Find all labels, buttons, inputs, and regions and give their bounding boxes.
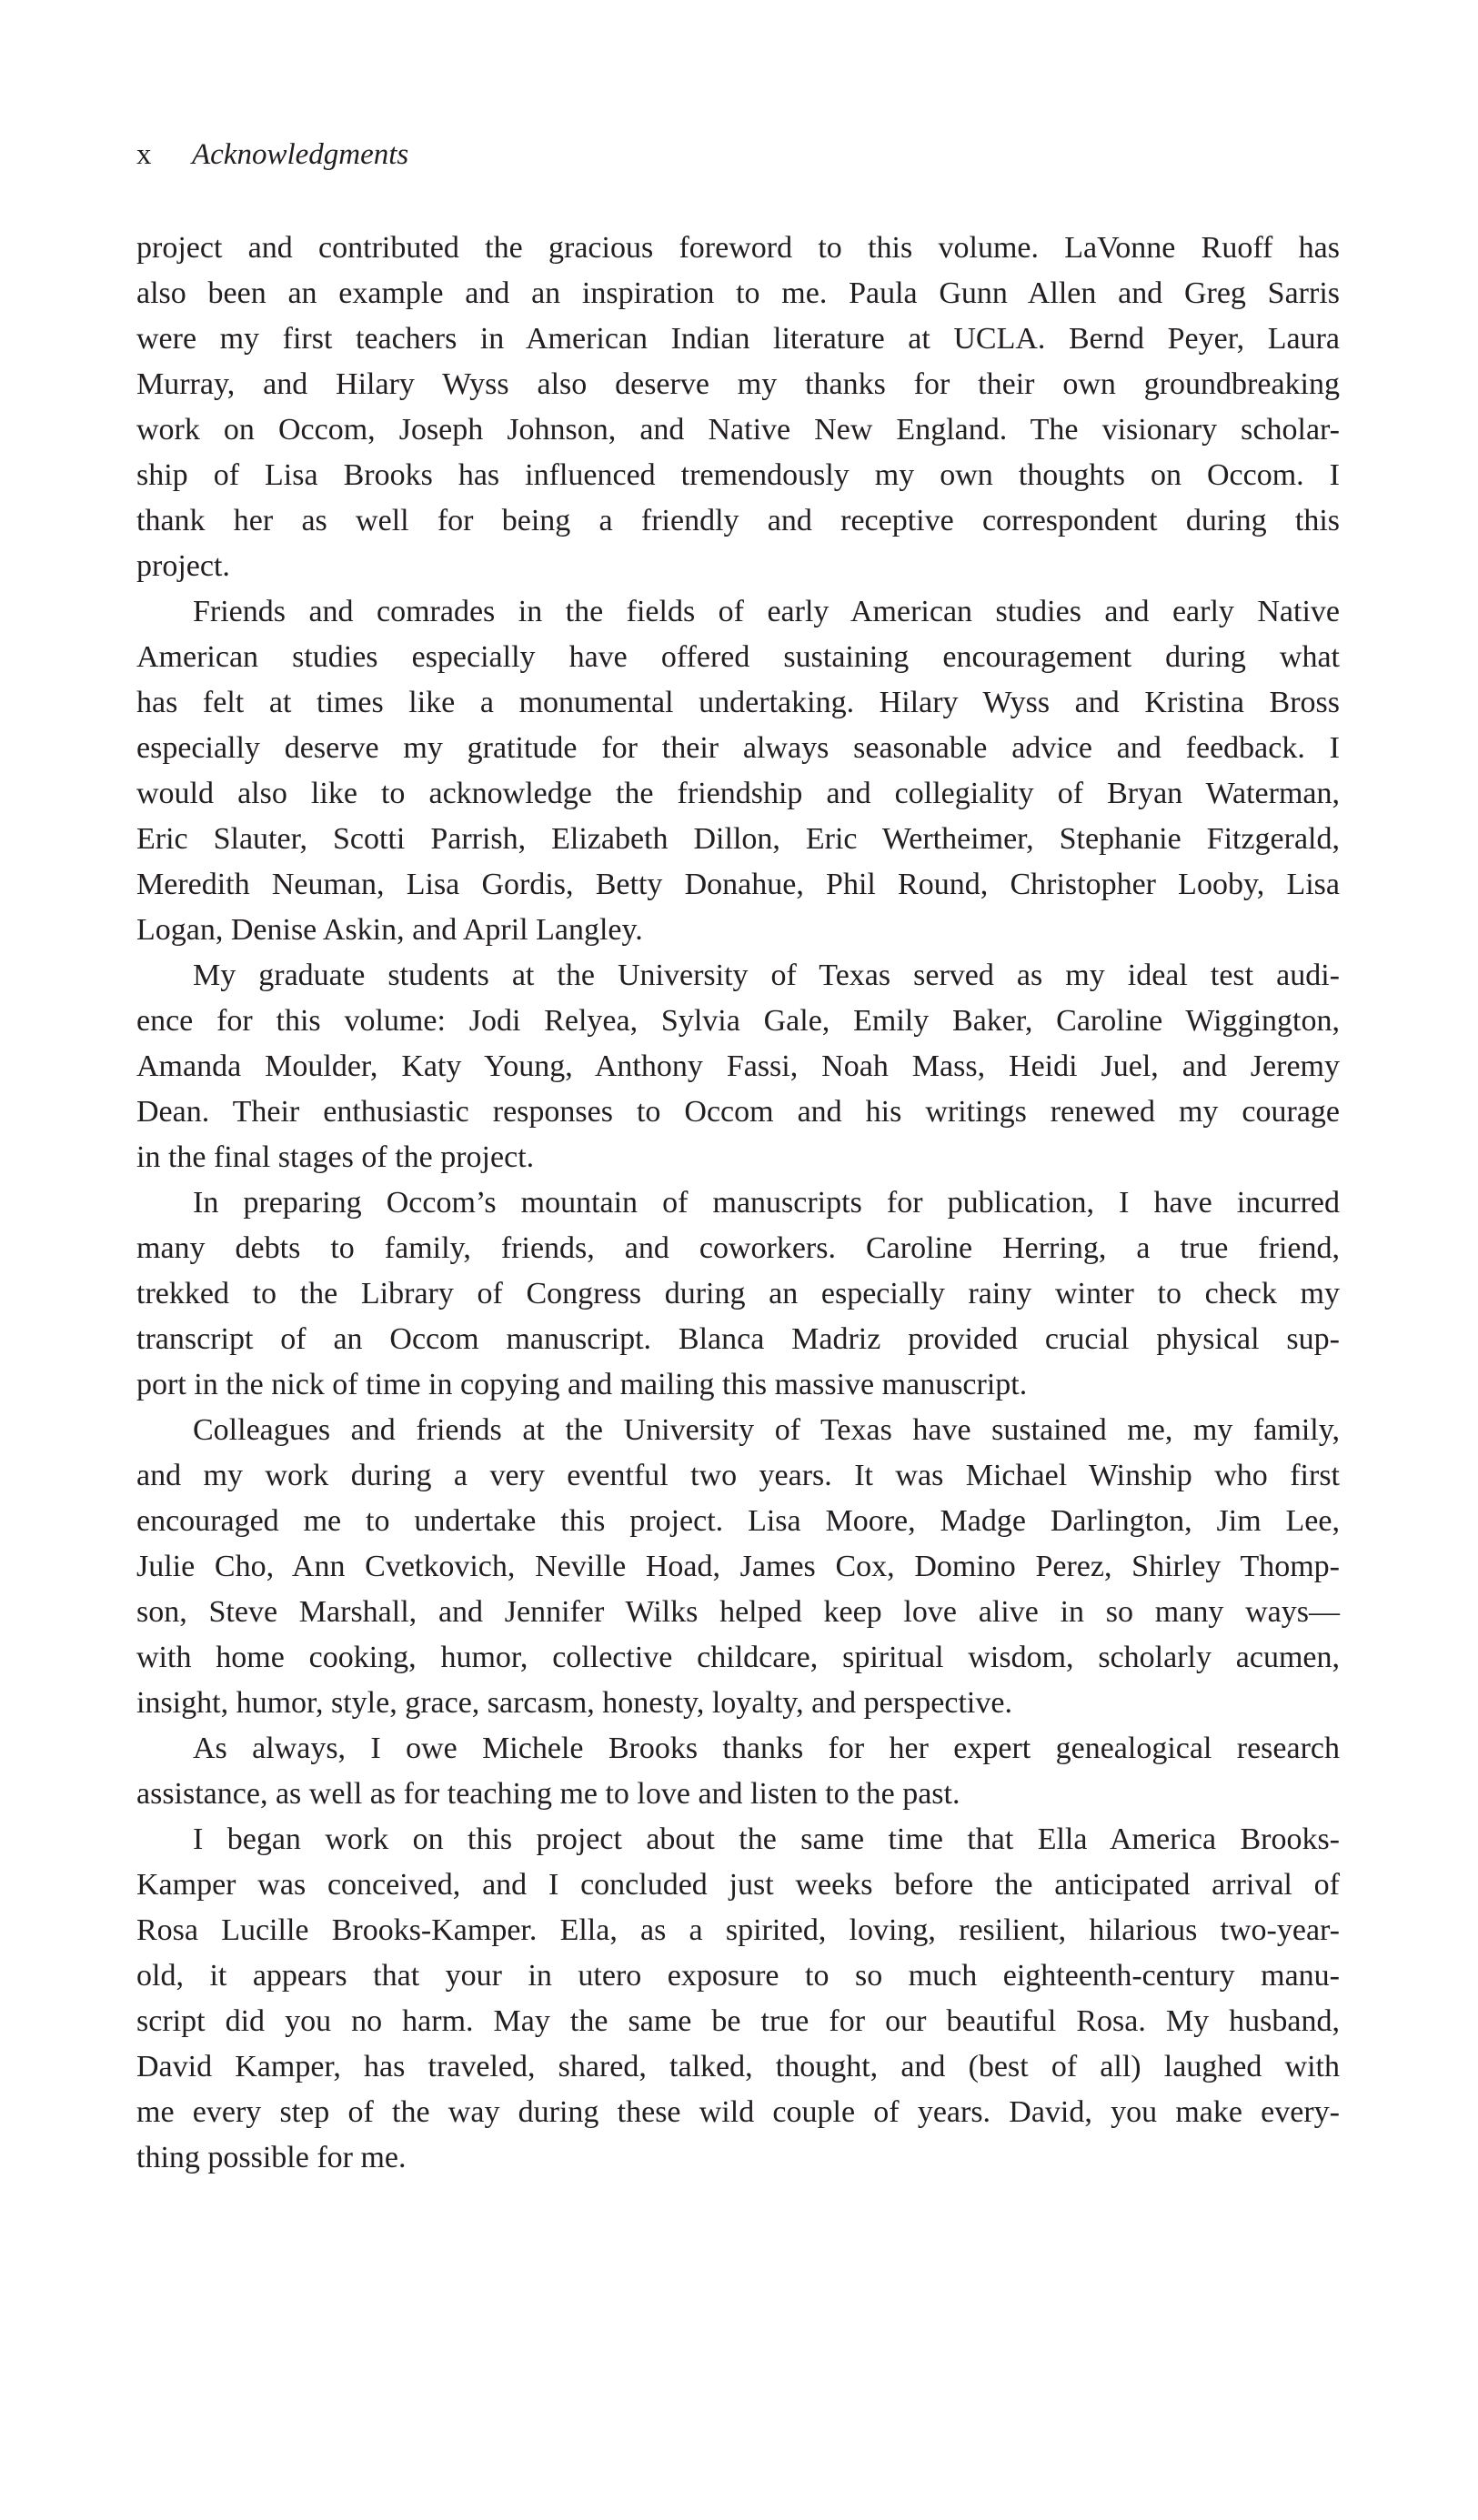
paragraph <box>136 953 1340 1180</box>
text-line: Rosa Lucille Brooks-Kamper. Ella, as a spirited, loving, resilient, hilarious two-year- <box>136 1913 1340 1947</box>
text-line: thank her as well for being a friendly and receptive correspondent during this <box>136 504 1340 537</box>
text-line: me every step of the way during these wild couple of years. David, you make every- <box>136 2095 1340 2129</box>
text-line: transcript of an Occom manuscript. Blanca Madriz provided crucial physical sup- <box>136 1322 1340 1356</box>
text-line: in the final stages of the project. <box>136 1140 535 1174</box>
text-line: Eric Slauter, Scotti Parrish, Elizabeth Dillon, Eric Wertheimer, Stephanie Fitzgerald, <box>136 822 1340 856</box>
text-line: has felt at times like a monumental undertaking. Hilary Wyss and Kristina Bross <box>136 686 1340 719</box>
text-line: especially deserve my gratitude for their always seasonable advice and feedback. I <box>136 731 1340 765</box>
text-line: were my first teachers in American Indian literature at UCLA. Bernd Peyer, Laura <box>136 322 1340 356</box>
paragraph <box>136 589 1340 953</box>
paragraph <box>136 1180 1340 1408</box>
text-line: Kamper was conceived, and I concluded just weeks before the anticipated arrival of <box>136 1868 1340 1902</box>
text-line: In preparing Occom’s mountain of manuscripts for publication, I have incurred <box>193 1186 1340 1220</box>
text-line: Logan, Denise Askin, and April Langley. <box>136 913 643 947</box>
page-number: x <box>136 138 152 171</box>
paragraph <box>136 1408 1340 1726</box>
text-line: ship of Lisa Brooks has influenced tremendously my own thoughts on Occom. I <box>136 458 1340 492</box>
paragraph <box>136 226 1340 589</box>
text-line: trekked to the Library of Congress during an especially rainy winter to check my <box>136 1277 1340 1310</box>
text-line: old, it appears that your in utero exposure to so much eighteenth-century manu- <box>136 1959 1340 1993</box>
text-line: My graduate students at the University of Texas served as my ideal test audi- <box>193 959 1340 992</box>
text-line: project. <box>136 549 230 583</box>
text-line: work on Occom, Joseph Johnson, and Native New England. The visionary scholar- <box>136 413 1340 447</box>
text-line: port in the nick of time in copying and mailing this massive manuscript. <box>136 1368 1028 1401</box>
text-line: Amanda Moulder, Katy Young, Anthony Fassi, Noah Mass, Heidi Juel, and Jeremy <box>136 1049 1340 1083</box>
text-line: script did you no harm. May the same be true for our beautiful Rosa. My husband, <box>136 2004 1340 2038</box>
text-line: Julie Cho, Ann Cvetkovich, Neville Hoad, James Cox, Domino Perez, Shirley Thomp- <box>136 1550 1340 1583</box>
text-line: David Kamper, has traveled, shared, talked, thought, and (best of all) laughed with <box>136 2050 1340 2083</box>
text-line: American studies especially have offered sustaining encouragement during what <box>136 640 1340 674</box>
text-line: I began work on this project about the same time that Ella America Brooks- <box>193 1822 1340 1856</box>
text-line: would also like to acknowledge the friendship and collegiality of Bryan Waterman, <box>136 777 1340 810</box>
text-line: insight, humor, style, grace, sarcasm, honesty, loyalty, and perspective. <box>136 1686 1012 1720</box>
text-line: also been an example and an inspiration to me. Paula Gunn Allen and Greg Sarris <box>136 276 1340 310</box>
text-line: encouraged me to undertake this project. Lisa Moore, Madge Darlington, Jim Lee, <box>136 1504 1340 1538</box>
text-line: Dean. Their enthusiastic responses to Occom and his writings renewed my courage <box>136 1095 1340 1129</box>
paragraph <box>136 1817 1340 2181</box>
text-line: As always, I owe Michele Brooks thanks for her expert genealogical research <box>193 1732 1340 1765</box>
text-line: assistance, as well as for teaching me to love and listen to the past. <box>136 1777 960 1811</box>
text-line: project and contributed the gracious foreword to this volume. LaVonne Ruoff has <box>136 231 1340 265</box>
text-line: with home cooking, humor, collective childcare, spiritual wisdom, scholarly acumen, <box>136 1641 1340 1674</box>
text-line: Murray, and Hilary Wyss also deserve my thanks for their own groundbreaking <box>136 367 1340 401</box>
text-line: Colleagues and friends at the University of Texas have sustained me, my family, <box>193 1413 1340 1447</box>
running-head <box>136 136 408 173</box>
text-line: and my work during a very eventful two years. It was Michael Winship who first <box>136 1459 1340 1492</box>
text-line: thing possible for me. <box>136 2141 407 2174</box>
running-head-title: Acknowledgments <box>192 138 409 171</box>
text-line: ence for this volume: Jodi Relyea, Sylvia Gale, Emily Baker, Caroline Wiggington, <box>136 1004 1340 1038</box>
text-line: many debts to family, friends, and coworkers. Caroline Herring, a true friend, <box>136 1231 1340 1265</box>
text-line: Friends and comrades in the fields of early American studies and early Native <box>193 595 1340 628</box>
text-line: son, Steve Marshall, and Jennifer Wilks helped keep love alive in so many ways— <box>136 1595 1340 1629</box>
paragraph <box>136 1726 1340 1817</box>
text-line: Meredith Neuman, Lisa Gordis, Betty Donahue, Phil Round, Christopher Looby, Lisa <box>136 868 1340 901</box>
body-text <box>136 226 1340 2181</box>
